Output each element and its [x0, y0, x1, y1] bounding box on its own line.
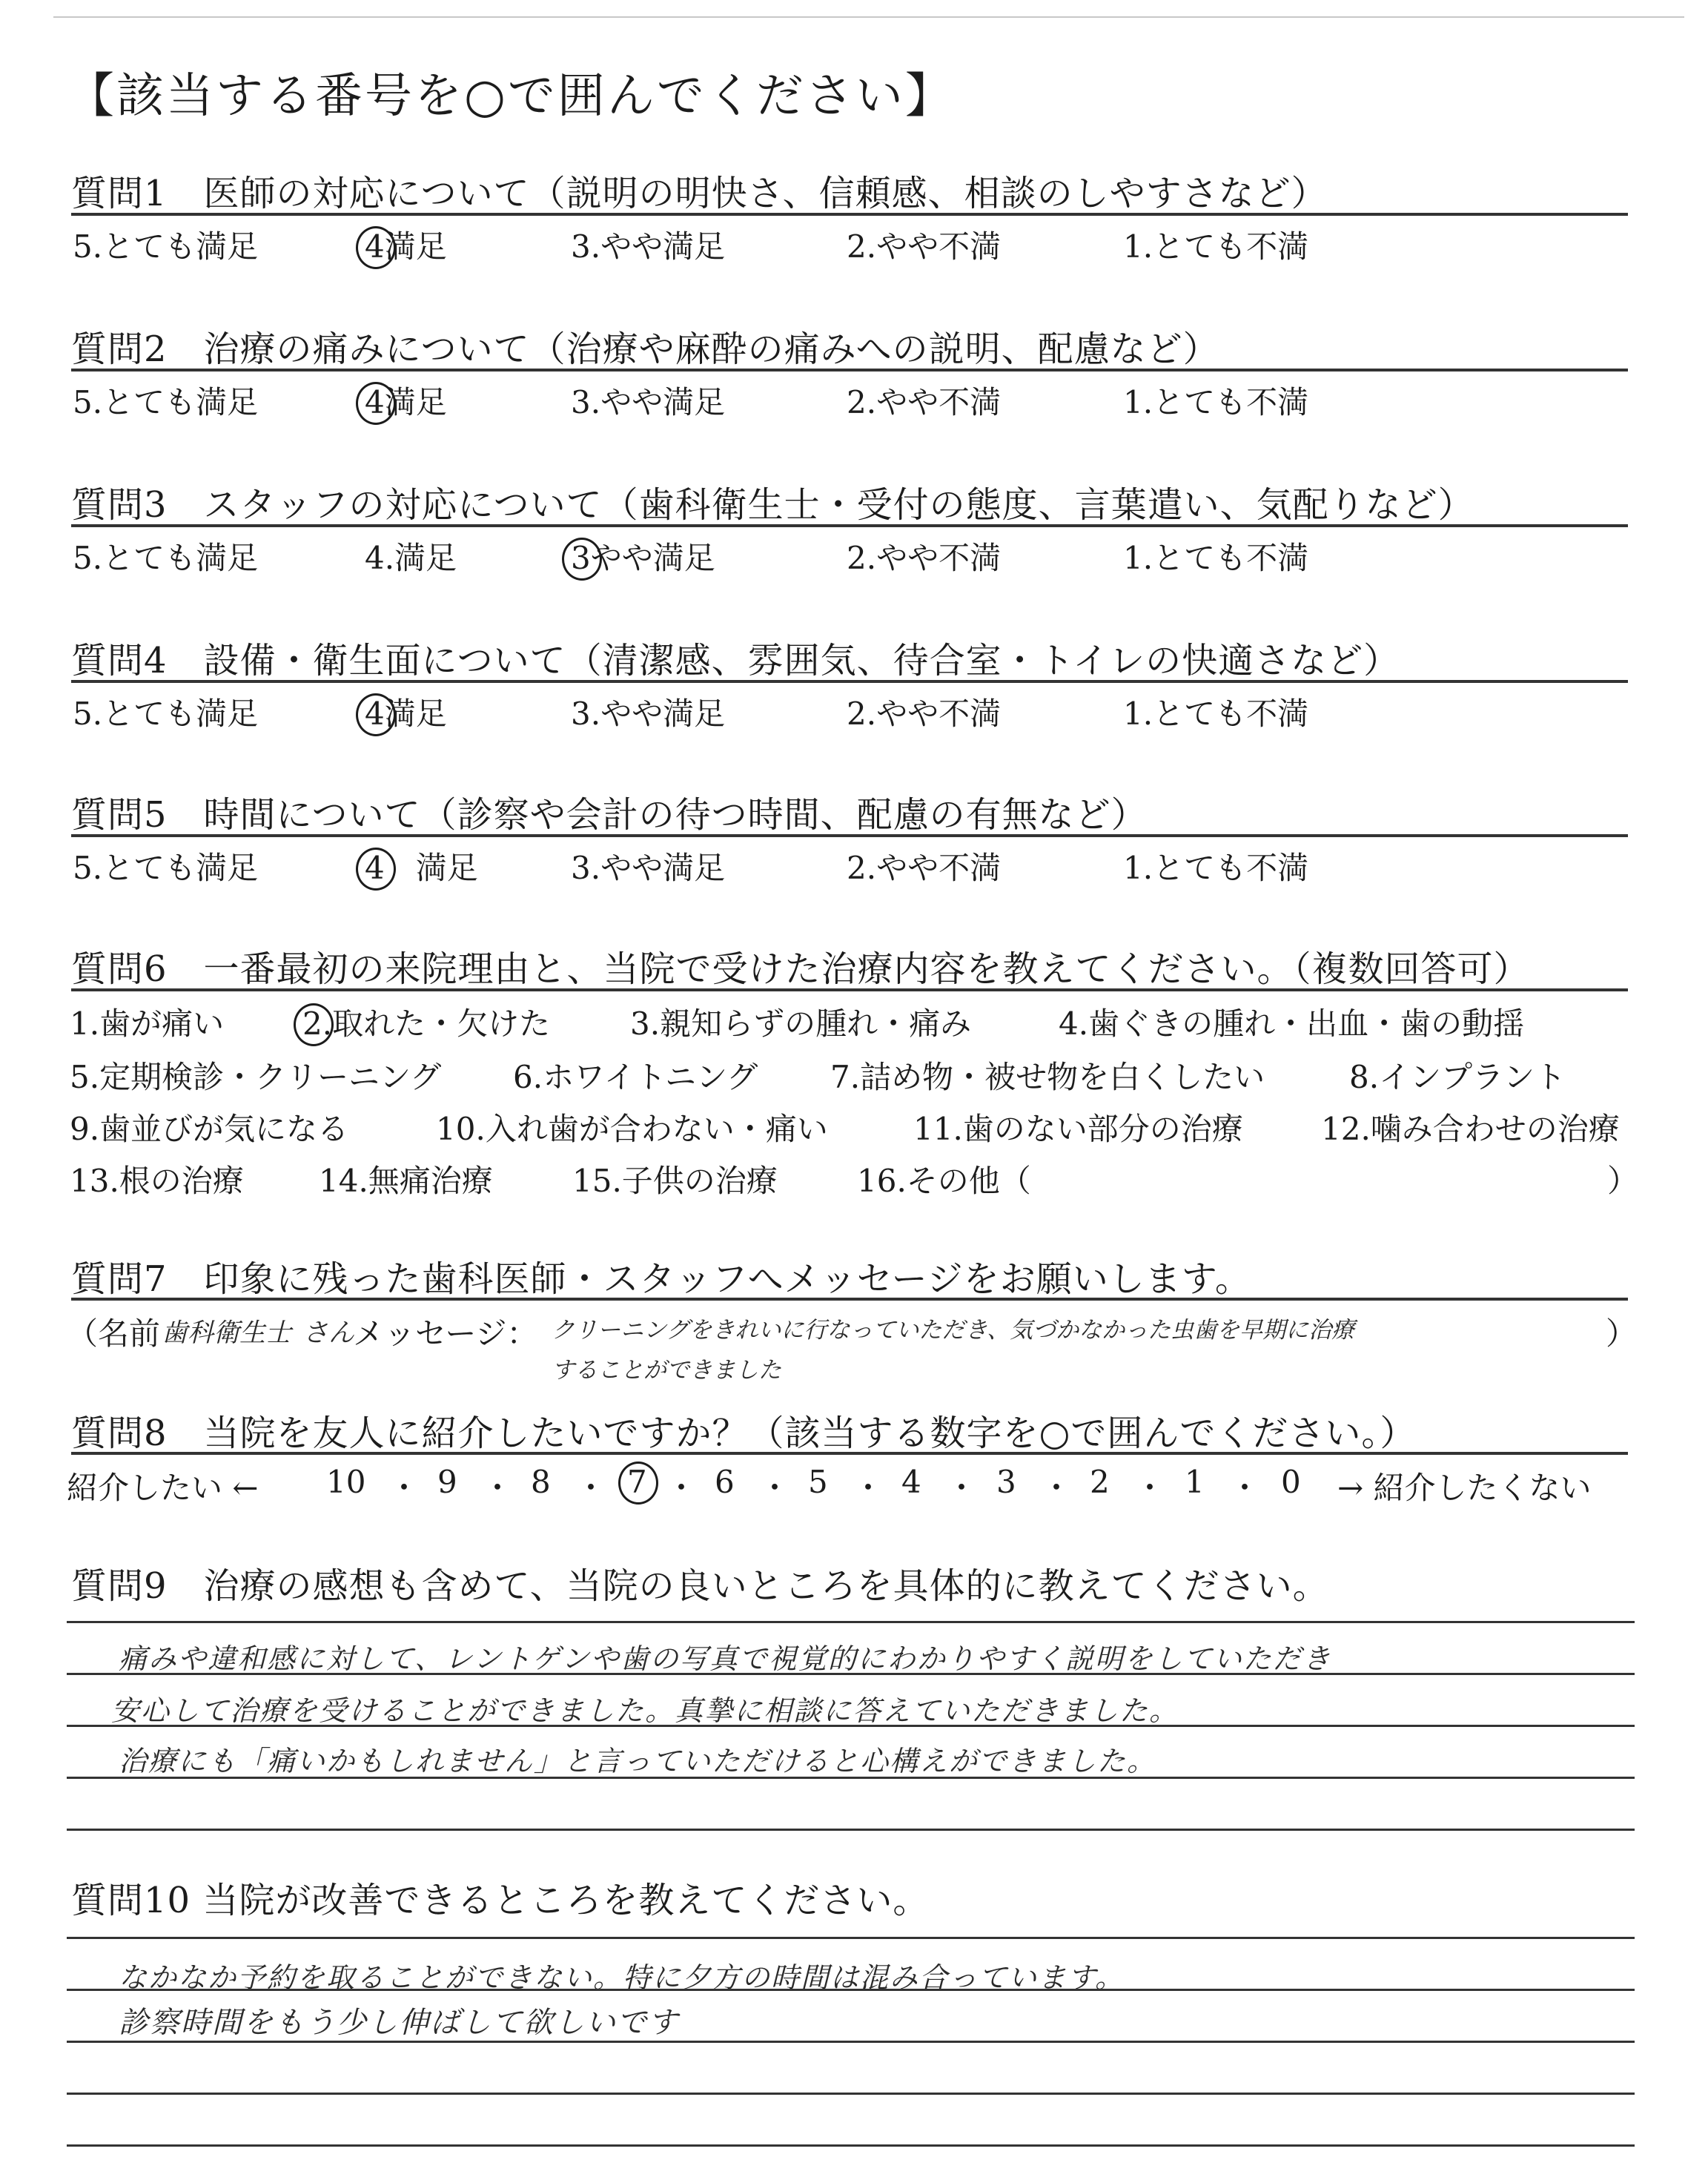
q8-score-3[interactable]: 3	[996, 1464, 1016, 1500]
q6-option-9[interactable]: 9.歯並びが気になる	[70, 1111, 349, 1147]
q8-separator: ・	[666, 1470, 698, 1506]
q10-answer-rule	[67, 1989, 1635, 1991]
page-top-border	[53, 16, 1684, 18]
q8-score-8[interactable]: 8	[531, 1464, 551, 1500]
q8-score-9[interactable]: 9	[437, 1464, 457, 1500]
q8-score-10[interactable]: 10	[326, 1464, 366, 1500]
q8-right-label: → 紹介したくない	[1337, 1470, 1592, 1506]
q9-answer-rule	[67, 1777, 1635, 1779]
question-5-title: 質問5 時間について（診察や会計の待つ時間、配慮の有無など）	[71, 794, 1148, 836]
q6-option-10[interactable]: 10.入れ歯が合わない・痛い	[436, 1111, 828, 1147]
q2-option-4-label: 満足	[384, 384, 447, 420]
q6-option-13[interactable]: 13.根の治療	[70, 1163, 244, 1199]
q8-selected-circle: 7	[627, 1464, 647, 1500]
q5-option-4[interactable]	[365, 844, 478, 888]
q2-option-3[interactable]: 3.やや満足	[571, 384, 726, 420]
q6-option-15[interactable]: 15.子供の治療	[572, 1163, 778, 1199]
q4-option-2[interactable]: 2.やや不満	[847, 696, 1002, 732]
q9-answer-line-3: 治療にも「痛いかもしれません」と言っていただけると心構えができました。	[119, 1745, 1157, 1777]
q5-option-3[interactable]: 3.やや満足	[571, 850, 726, 886]
q6-option-6[interactable]: 6.ホワイトニング	[513, 1059, 758, 1095]
question-2-title: 質問2 治療の痛みについて（治療や麻酔の痛みへの説明、配慮など）	[71, 328, 1219, 370]
q5-option-1[interactable]: 1.とても不満	[1123, 850, 1309, 886]
q6-option-16[interactable]: 16.その他（	[857, 1163, 1031, 1199]
question-3-rule	[71, 524, 1628, 527]
q3-option-2[interactable]: 2.やや不満	[847, 540, 1002, 576]
q6-option-8[interactable]: 8.インプラント	[1349, 1059, 1566, 1095]
q8-score-5[interactable]: 5	[808, 1464, 828, 1500]
q2-option-2[interactable]: 2.やや不満	[847, 384, 1002, 420]
q8-separator: ・	[1229, 1470, 1261, 1506]
q9-answer-rule	[67, 1725, 1635, 1727]
q8-separator: ・	[575, 1470, 607, 1506]
q8-left-label: 紹介したい ←	[67, 1470, 259, 1506]
q6-option-5[interactable]: 5.定期検診・クリーニング	[70, 1059, 442, 1095]
q10-answer-line-1: なかなか予約を取ることができない。特に夕方の時間は混み合っています。	[119, 1961, 1125, 1994]
question-8-title: 質問8 当院を友人に紹介したいですか？（該当する数字を○で囲んでください。）	[71, 1413, 1417, 1454]
q1-option-4-label: 満足	[384, 228, 447, 265]
q1-option-3[interactable]: 3.やや満足	[571, 228, 726, 265]
q3-option-3[interactable]	[571, 534, 715, 578]
q5-option-4-label: 満足	[384, 850, 478, 886]
question-10-title: 質問10 当院が改善できるところを教えてください。	[71, 1880, 930, 1921]
q2-option-4[interactable]	[365, 378, 447, 423]
q1-option-4[interactable]	[365, 222, 447, 267]
question-6-title: 質問6 一番最初の来院理由と、当院で受けた治療内容を教えてください。（複数回答可）	[71, 948, 1530, 990]
q9-answer-rule	[67, 1621, 1635, 1623]
q7-name-value: 歯科衛生士	[162, 1318, 292, 1348]
q10-answer-line-2: 診察時間をもう少し伸ばして欲しいです	[119, 2006, 679, 2040]
question-7-rule	[71, 1298, 1628, 1301]
q6-option-2[interactable]	[302, 1000, 550, 1044]
q9-answer-line-1: 痛みや違和感に対して、レントゲンや歯の写真で視覚的にわかりやすく説明をしていただき	[119, 1642, 1332, 1675]
question-7-title: 質問7 印象に残った歯科医師・スタッフへメッセージをお願いします。	[71, 1258, 1251, 1300]
q8-separator: ・	[1041, 1470, 1073, 1506]
question-2-rule	[71, 369, 1628, 371]
q6-selected-circle: 2	[302, 1005, 322, 1042]
q4-option-5[interactable]: 5.とても満足	[73, 696, 259, 732]
question-1-rule	[71, 213, 1628, 216]
q2-selected-circle: 4	[365, 384, 385, 420]
q7-san: さん	[302, 1318, 355, 1348]
question-1-title: 質問1 医師の対応について（説明の明快さ、信頼感、相談のしやすさなど）	[71, 173, 1328, 214]
q4-option-4[interactable]	[365, 690, 447, 734]
q6-option-7[interactable]: 7.詰め物・被せ物を白くしたい	[830, 1059, 1265, 1095]
q4-option-3[interactable]: 3.やや満足	[571, 696, 726, 732]
question-8-rule	[71, 1452, 1628, 1455]
q9-answer-rule	[67, 1673, 1635, 1675]
q5-selected-circle: 4	[365, 850, 385, 886]
question-9-title: 質問9 治療の感想も含めて、当院の良いところを具体的に教えてください。	[71, 1565, 1329, 1607]
q6-option-1[interactable]: 1.歯が痛い	[70, 1005, 225, 1042]
question-4-rule	[71, 680, 1628, 683]
q10-answer-rule	[67, 2093, 1635, 2095]
question-5-rule	[71, 834, 1628, 837]
q6-option-11[interactable]: 11.歯のない部分の治療	[913, 1111, 1243, 1147]
q3-option-5[interactable]: 5.とても満足	[73, 540, 259, 576]
q7-message-label: メッセージ：	[353, 1315, 538, 1352]
q7-message-line-2: することができました	[552, 1357, 781, 1384]
q6-other-close-paren: ）	[1607, 1163, 1639, 1199]
q8-score-0[interactable]: 0	[1281, 1464, 1301, 1500]
q4-selected-circle: 4	[365, 696, 385, 732]
q7-message-line-1: クリーニングをきれいに行なっていただき、気づかなかった虫歯を早期に治療	[552, 1317, 1355, 1344]
q5-option-5[interactable]: 5.とても満足	[73, 850, 259, 886]
q10-answer-rule	[67, 2144, 1635, 2147]
q3-selected-circle: 3	[571, 540, 591, 576]
q4-option-1[interactable]: 1.とても不満	[1123, 696, 1309, 732]
question-3-title: 質問3 スタッフの対応について（歯科衛生士・受付の態度、言葉遣い、気配りなど）	[71, 484, 1474, 526]
page-title: 【該当する番号を○で囲んでください】	[67, 69, 955, 124]
q1-option-5[interactable]: 5.とても満足	[73, 228, 259, 265]
q6-option-3[interactable]: 3.親知らずの腫れ・痛み	[630, 1005, 972, 1042]
q7-close-paren: ）	[1606, 1315, 1638, 1352]
q8-separator: ・	[946, 1470, 978, 1506]
q6-option-12[interactable]: 12.噛み合わせの治療	[1321, 1111, 1620, 1147]
q3-option-1[interactable]: 1.とても不満	[1123, 540, 1309, 576]
q1-selected-circle: 4	[365, 228, 385, 265]
q4-option-4-label: 満足	[384, 696, 447, 732]
q2-option-5[interactable]: 5.とても満足	[73, 384, 259, 420]
q5-option-2[interactable]: 2.やや不満	[847, 850, 1002, 886]
q3-option-4[interactable]: 4.満足	[365, 540, 457, 576]
q8-separator: ・	[759, 1470, 791, 1506]
q8-separator: ・	[388, 1470, 420, 1506]
q8-separator: ・	[1134, 1470, 1166, 1506]
q10-answer-rule	[67, 1937, 1635, 1939]
q6-option-2-label: .取れた・欠けた	[322, 1005, 551, 1042]
q9-answer-rule	[67, 1829, 1635, 1831]
q8-score-7[interactable]	[627, 1464, 647, 1500]
q1-option-2[interactable]: 2.やや不満	[847, 228, 1002, 265]
q8-score-6[interactable]: 6	[715, 1464, 735, 1500]
q10-answer-rule	[67, 2041, 1635, 2043]
question-4-title: 質問4 設備・衛生面について（清潔感、雰囲気、待合室・トイレの快適さなど）	[71, 640, 1400, 681]
q7-name-label: （名前	[67, 1315, 161, 1352]
q6-option-4[interactable]: 4.歯ぐきの腫れ・出血・歯の動揺	[1059, 1005, 1525, 1042]
q8-separator: ・	[482, 1470, 514, 1506]
question-6-rule	[71, 988, 1628, 991]
q8-score-2[interactable]: 2	[1090, 1464, 1110, 1500]
q1-option-1[interactable]: 1.とても不満	[1123, 228, 1309, 265]
q9-answer-line-2: 安心して治療を受けることができました。真摯に相談に答えていただきました。	[111, 1694, 1179, 1727]
q2-option-1[interactable]: 1.とても不満	[1123, 384, 1309, 420]
q8-score-1[interactable]: 1	[1185, 1464, 1205, 1500]
q8-separator: ・	[853, 1470, 884, 1506]
q6-option-14[interactable]: 14.無痛治療	[319, 1163, 493, 1199]
q3-option-3-label: やや満足	[590, 540, 715, 576]
q8-score-4[interactable]: 4	[901, 1464, 921, 1500]
